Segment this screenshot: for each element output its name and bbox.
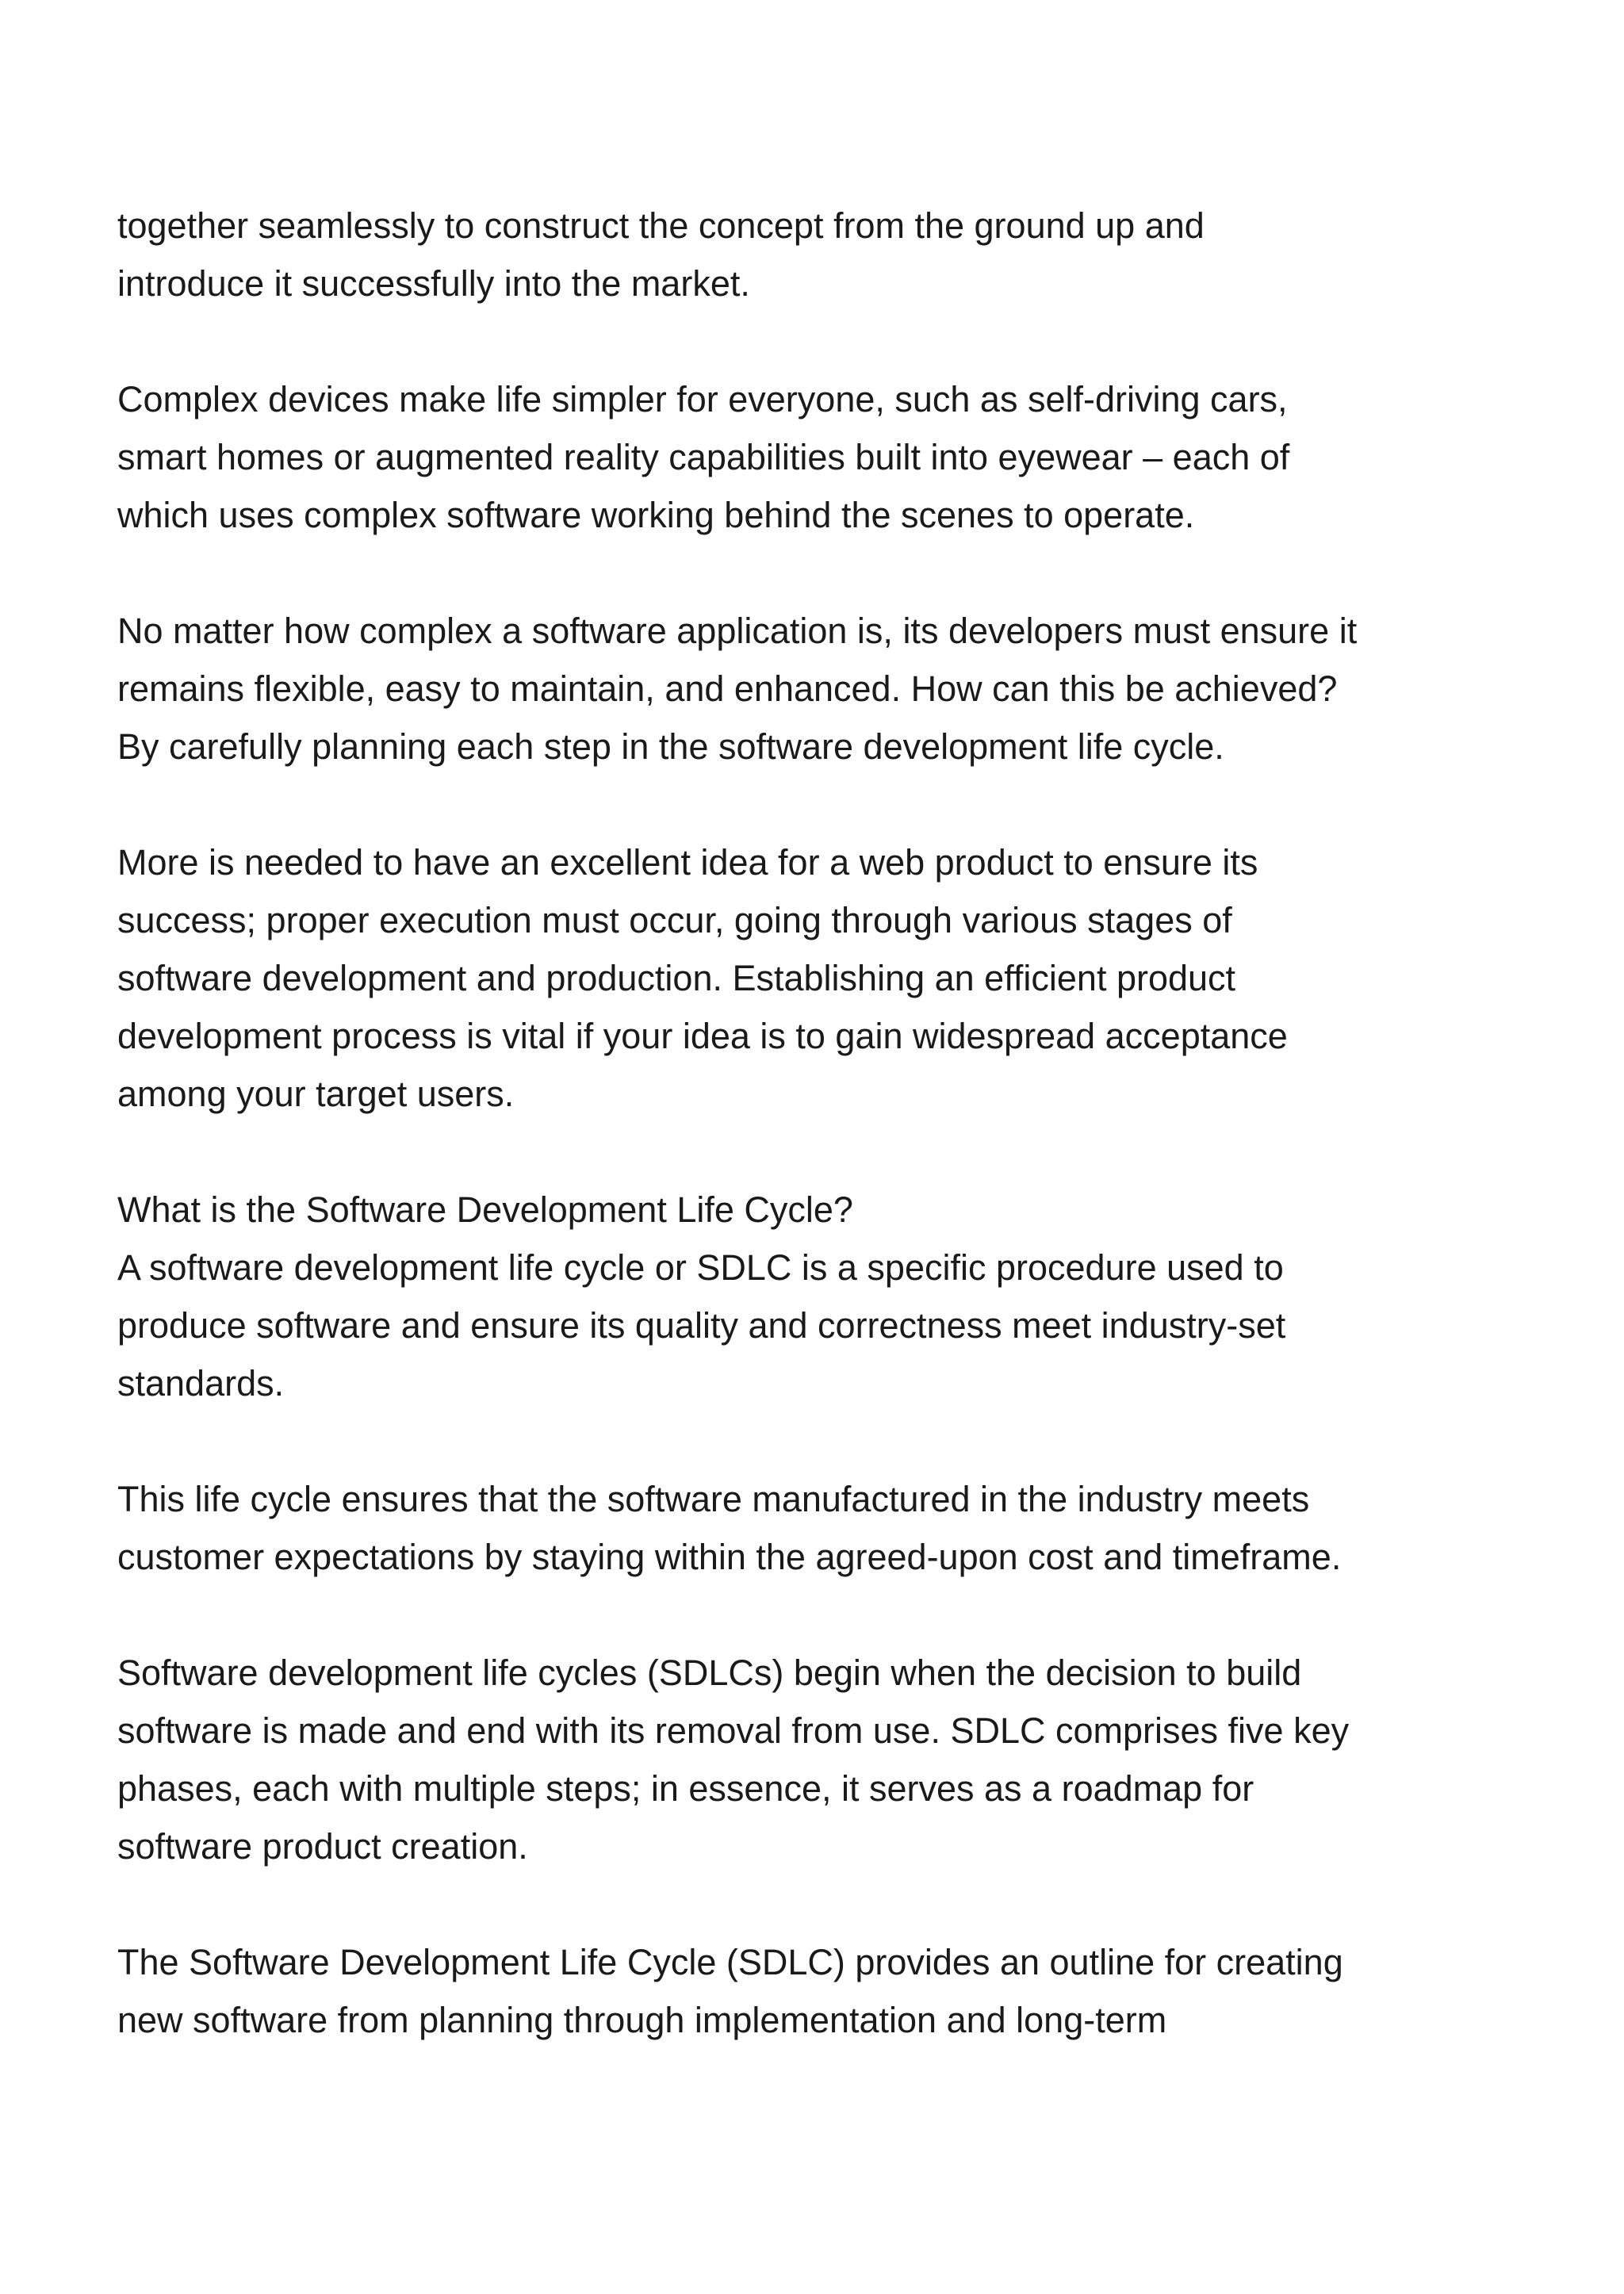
text-line: Complex devices make life simpler for everyone, such as self-driving cars, [117, 379, 1288, 419]
paragraph-sdlc-outline [117, 1933, 1529, 2049]
document-body [117, 197, 1529, 2049]
text-line: produce software and ensure its quality and correctness meet industry-set [117, 1305, 1286, 1346]
text-line: standards. [117, 1363, 285, 1404]
text-line: No matter how complex a software application is, its developers must ensure it [117, 611, 1358, 651]
text-line: success; proper execution must occur, going through various stages of [117, 900, 1232, 940]
paragraph-complex-devices [117, 370, 1529, 544]
section-heading: What is the Software Development Life Cycle? [117, 1189, 853, 1230]
text-line: By carefully planning each step in the software development life cycle. [117, 726, 1224, 767]
paragraph-sdlc-phases [117, 1644, 1529, 1875]
text-line: This life cycle ensures that the software manufactured in the industry meets [117, 1479, 1310, 1519]
text-line: The Software Development Life Cycle (SDLC) provides an outline for creating [117, 1942, 1343, 1982]
text-line: A software development life cycle or SDLC is a specific procedure used to [117, 1247, 1284, 1288]
text-line: development process is vital if your idea is to gain widespread acceptance [117, 1016, 1288, 1056]
text-line: More is needed to have an excellent idea for a web product to ensure its [117, 842, 1258, 883]
text-line: phases, each with multiple steps; in essence, it serves as a roadmap for [117, 1768, 1254, 1809]
paragraph-intro-continuation [117, 197, 1529, 312]
text-line: among your target users. [117, 1074, 515, 1114]
paragraph-flexibility [117, 602, 1529, 776]
text-line: together seamlessly to construct the concept from the ground up and [117, 205, 1205, 246]
text-line: which uses complex software working behind the scenes to operate. [117, 495, 1195, 535]
text-line: Software development life cycles (SDLCs) begin when the decision to build [117, 1653, 1302, 1693]
text-line: smart homes or augmented reality capabilities built into eyewear – each of [117, 437, 1290, 477]
paragraph-customer-expectations [117, 1470, 1529, 1586]
text-line: software development and production. Establishing an efficient product [117, 958, 1236, 998]
text-line: new software from planning through implementation and long-term [117, 2000, 1167, 2040]
text-line: software product creation. [117, 1826, 528, 1867]
text-line: software is made and end with its removal from use. SDLC comprises five key [117, 1710, 1350, 1751]
text-line: remains flexible, easy to maintain, and enhanced. How can this be achieved? [117, 668, 1338, 709]
paragraph-sdlc-definition [117, 1181, 1529, 1412]
text-line: introduce it successfully into the market. [117, 263, 750, 304]
paragraph-execution [117, 833, 1529, 1123]
text-line: customer expectations by staying within the agreed-upon cost and timeframe. [117, 1537, 1342, 1577]
